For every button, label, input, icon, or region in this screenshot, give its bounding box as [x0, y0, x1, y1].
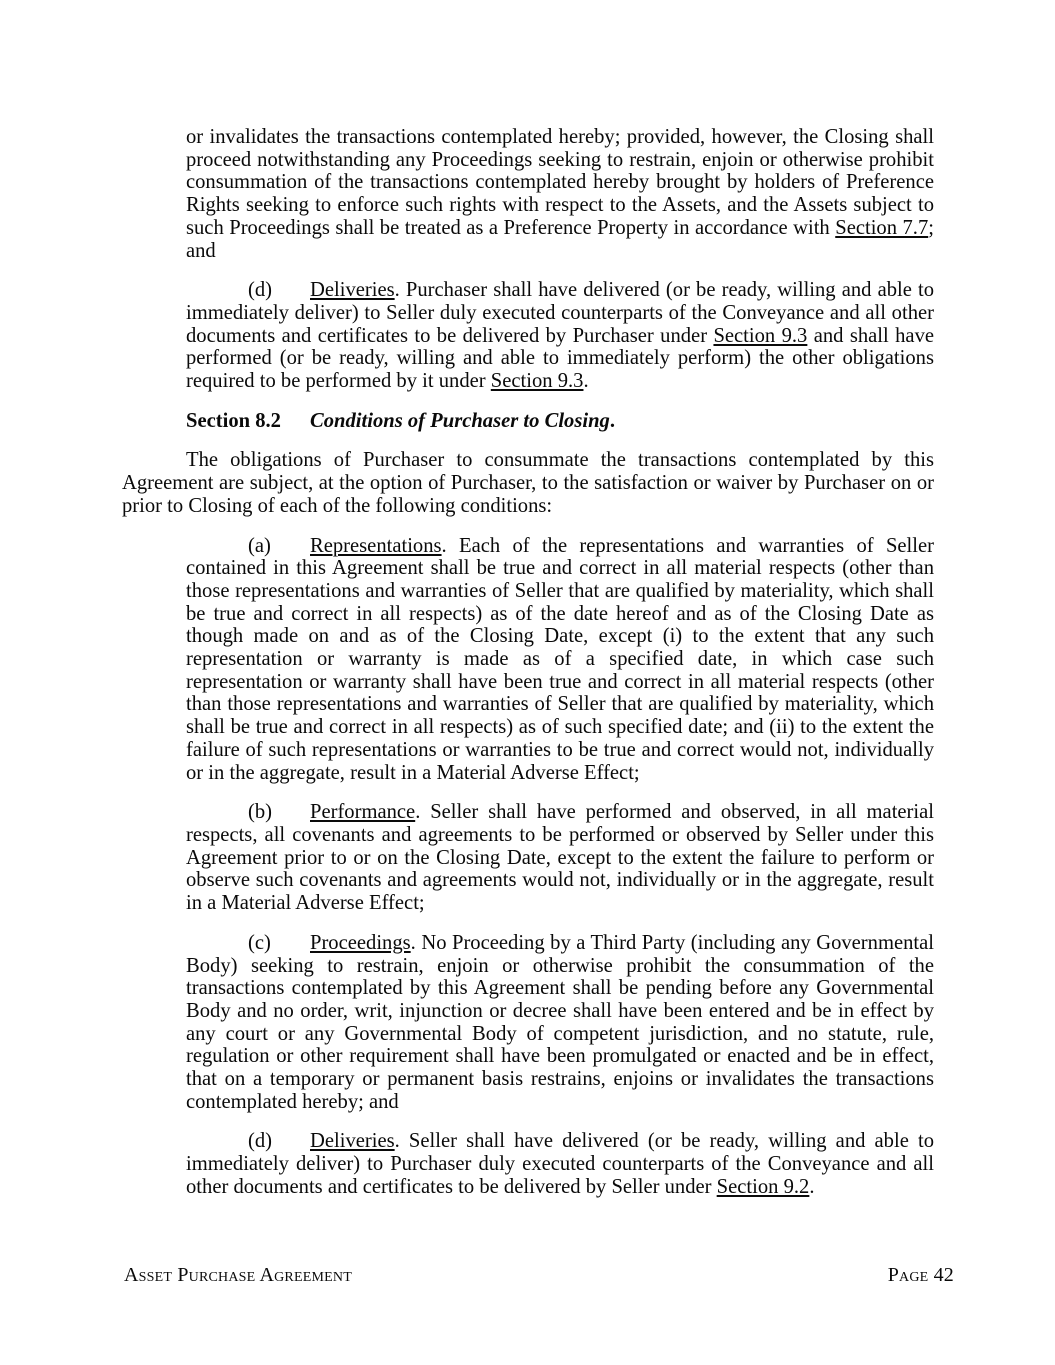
- paragraph-label: (c): [248, 931, 271, 954]
- text-segment: ; and: [186, 216, 934, 262]
- text-segment: . No Proceeding by a Third Party (including any Governmental Body) seeking to restrain, enjoin or otherwise prohibit the consummation of the transactions contemplated by this Agreement shall be pending before any Governmental Body and no order, writ, injunction or decree shall have been entered and be in effect by any court or any Governmental Body of competent jurisdiction, and no statute, rule, regulation or other requirement shall have been promulgated or enacted and be in effect, that on a temporary or permanent basis restrains, enjoins or invalidates the transactions contemplated hereby; and: [186, 931, 934, 1113]
- paragraph-label: (b): [248, 801, 273, 824]
- paragraph-label: Section 8.2: [186, 409, 281, 432]
- text-segment: Performance: [310, 801, 416, 824]
- text-segment: Section 7.7: [835, 216, 929, 239]
- text-segment: or invalidates the transactions contemplated hereby; provided, however, the Closing shall proceed notwithstanding any Proceedings seeking to restrain, enjoin or otherwise prohibit consummation of the transactions contemplated hereby brought by holders of Preference Rights seeking to enforce such rights with respect to the Assets, and the Assets subject to such Proceedings shall be treated as a Preference Property in accordance with: [186, 126, 934, 239]
- text-segment: .: [809, 1175, 815, 1198]
- text-segment: The obligations of Purchaser to consummate the transactions contemplated by this Agreement are subject, at the option of Purchaser, to the satisfaction or waiver by Purchaser on or prior to Closing of each of the following conditions:: [122, 449, 934, 517]
- paragraph-8-2-b: [186, 801, 934, 915]
- text-segment: Section 9.3: [713, 324, 808, 347]
- text-segment: Section 9.2: [716, 1175, 810, 1198]
- text-segment: Deliveries: [310, 279, 395, 302]
- text-segment: . Each of the representations and warranties of Seller contained in this Agreement shall be true and correct in all material respects (other than those representations and warranties of Seller that are qualified by materiality, which shall be true and correct in all respects) as of the date hereof and as of the Closing Date as though made on and as of the Closing Date, except (i) to the extent that any such representation or warranty is made as of a specified date, in which case such representation or warranty shall have been true and correct in all material respects (other than those representations and warranties of Seller that are qualified by materiality, which shall be true and correct in all respects) as of such specified date; and (ii) to the extent the failure of such representations or warranties to be true and correct would not, individually or in the aggregate, result in a Material Adverse Effect;: [186, 534, 934, 784]
- text-segment: . Seller shall have performed and observed, in all material respects, all covenants and agreements to be performed or observed by Seller under this Agreement prior to or on the Closing Date, except to the extent the failure to perform or observe such covenants and agreements would not, individually or in the aggregate, result in a Material Adverse Effect;: [186, 801, 934, 915]
- paragraph-8-1-d: [186, 279, 934, 393]
- text-segment: Deliveries: [310, 1130, 395, 1153]
- text-segment: Representations: [310, 534, 442, 557]
- text-segment: and shall have performed (or be ready, willing and able to immediately perform) the other obligations required to be performed by it under: [186, 324, 935, 393]
- document-body: [122, 126, 934, 1199]
- paragraph-8-2-a: [186, 535, 934, 785]
- text-segment: Proceedings: [310, 931, 411, 954]
- paragraph-8-2-d: [186, 1130, 934, 1198]
- paragraph-label: (a): [248, 534, 271, 557]
- text-segment: Section 9.3: [490, 370, 584, 393]
- section-8-2-heading: [186, 410, 934, 433]
- footer-document-title: Asset Purchase Agreement: [124, 1264, 352, 1286]
- paragraph-label: (d): [248, 279, 273, 302]
- paragraph-8-2-intro: [122, 449, 934, 517]
- text-segment: . Purchaser shall have delivered (or be ready, willing and able to immediately deliver) to Seller duly executed counterparts of the Conveyance and all other documents and certificates to be delivered by Purchaser under: [186, 279, 934, 347]
- text-segment: .: [583, 370, 589, 393]
- paragraph-8-1-c-continuation: [186, 126, 934, 262]
- text-segment: .: [609, 409, 615, 432]
- paragraph-8-2-c: [186, 932, 934, 1114]
- footer: [124, 1264, 954, 1287]
- text-segment: Conditions of Purchaser to Closing: [310, 409, 610, 432]
- footer-page-number: Page 42: [887, 1264, 954, 1286]
- paragraph-label: (d): [248, 1130, 273, 1153]
- text-segment: . Seller shall have delivered (or be ready, willing and able to immediately deliver) to Purchaser duly executed counterparts of the Conveyance and all other documents and certificates to be delivered by Seller under: [186, 1130, 934, 1198]
